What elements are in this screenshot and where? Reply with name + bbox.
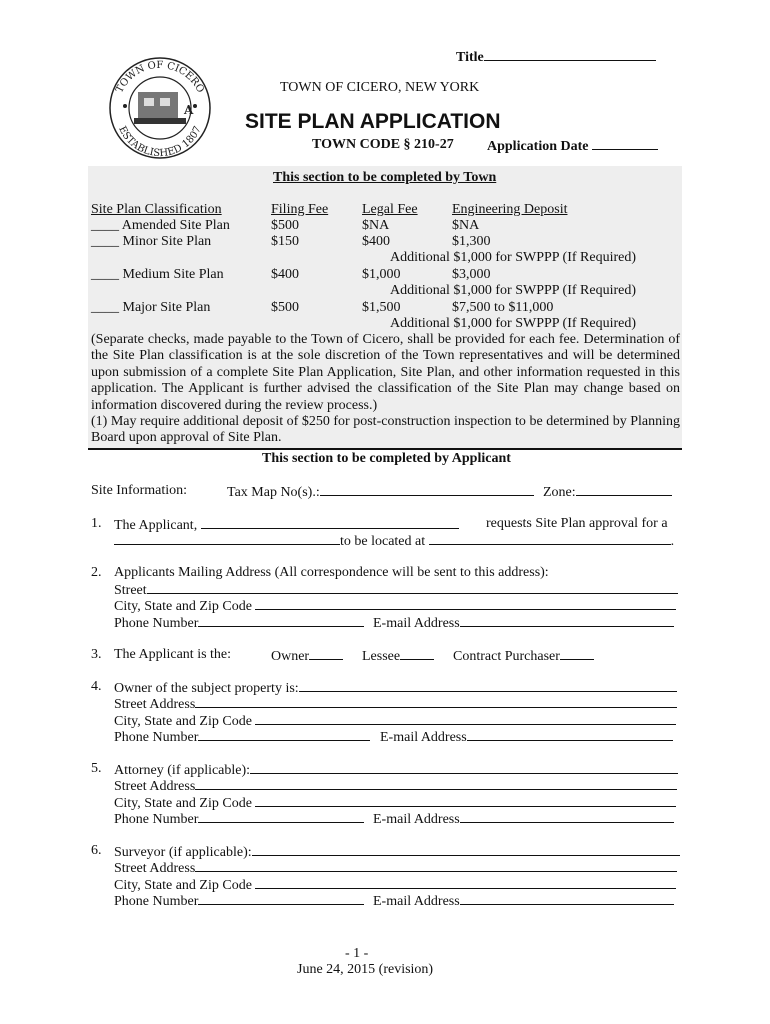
project-field[interactable] <box>114 532 674 550</box>
town-section-heading: This section to be completed by Town <box>273 170 497 185</box>
email-label: E-mail Address <box>373 616 460 631</box>
lessee-option[interactable] <box>362 647 434 665</box>
phone-field[interactable] <box>114 810 364 828</box>
site-info-label: Site Information: <box>91 483 188 498</box>
classification-name: Minor Site Plan <box>122 234 212 249</box>
col-classification: Site Plan Classification <box>91 202 222 217</box>
surveyor-heading: Surveyor (if applicable): <box>114 845 252 860</box>
street-label: Street Address <box>114 779 196 794</box>
legal-fee: $400 <box>362 234 390 249</box>
classification-name: Amended Site Plan <box>121 218 230 233</box>
town-seal-logo <box>104 56 216 160</box>
title-field[interactable] <box>456 48 656 66</box>
phone-label: Phone Number <box>114 730 199 745</box>
filing-fee: $150 <box>271 234 299 249</box>
email-label: E-mail Address <box>380 730 467 745</box>
filing-fee: $400 <box>271 267 299 282</box>
classification-row[interactable] <box>91 300 210 316</box>
item1-period: . <box>670 534 675 549</box>
classification-row[interactable] <box>91 267 224 283</box>
owner-label: Owner <box>271 649 310 664</box>
classification-row[interactable] <box>91 218 230 234</box>
applicant-label: The Applicant, <box>114 518 198 533</box>
classification-blank[interactable]: ____ <box>91 234 119 249</box>
inspection-footnote: (1) May require additional deposit of $250 for post-construction inspection to be determined by Planning Board upon approval of Site Plan. <box>91 414 680 446</box>
located-at-label: to be located at <box>340 534 426 549</box>
item-number: 1. <box>91 516 102 531</box>
phone-label: Phone Number <box>114 616 199 631</box>
application-date-label: Application Date <box>487 139 589 154</box>
city-state-zip-label: City, State and Zip Code <box>114 796 252 811</box>
classification-name: Medium Site Plan <box>122 267 224 282</box>
applicant-is-label: The Applicant is the: <box>114 647 232 662</box>
section-divider <box>88 448 682 450</box>
seal-top-text: TOWN OF CICERO <box>114 59 206 95</box>
phone-field[interactable] <box>114 614 364 632</box>
revision-date: June 24, 2015 (revision) <box>297 962 434 977</box>
city-state-zip-label: City, State and Zip Code <box>114 878 252 893</box>
engineering-deposit: $NA <box>452 218 480 233</box>
classification-name: Major Site Plan <box>122 300 211 315</box>
engineering-deposit: $3,000 <box>452 267 491 282</box>
seal-bottom-text: ESTABLISHED 1807 <box>116 124 204 160</box>
contract-purchaser-label: Contract Purchaser <box>453 649 560 664</box>
lessee-label: Lessee <box>362 649 401 664</box>
classification-blank[interactable]: ____ <box>91 218 119 233</box>
item-number: 6. <box>91 843 102 858</box>
phone-label: Phone Number <box>114 894 199 909</box>
legal-fee: $1,000 <box>362 267 401 282</box>
col-legal-fee: Legal Fee <box>362 202 418 217</box>
filing-fee: $500 <box>271 218 299 233</box>
col-filing-fee: Filing Fee <box>271 202 329 217</box>
email-field[interactable] <box>380 728 673 746</box>
svg-text:ESTABLISHED 1807 <box>116 125 204 160</box>
tax-map-field[interactable] <box>227 483 534 501</box>
street-field[interactable] <box>114 777 677 795</box>
owner-option[interactable] <box>271 647 343 665</box>
swppp-note: Additional $1,000 for SWPPP (If Required) <box>390 283 637 298</box>
email-field[interactable] <box>373 810 674 828</box>
phone-field[interactable] <box>114 892 364 910</box>
zone-field[interactable] <box>543 483 672 501</box>
street-label: Street Address <box>114 861 196 876</box>
item-number: 5. <box>91 761 102 776</box>
town-code: TOWN CODE § 210-27 <box>312 137 454 152</box>
street-field[interactable] <box>114 859 677 877</box>
street-label: Street <box>114 583 147 598</box>
page-number: - 1 - <box>345 946 369 961</box>
legal-fee: $NA <box>362 218 390 233</box>
attorney-heading: Attorney (if applicable): <box>114 763 251 778</box>
city-state-zip-field[interactable] <box>114 597 676 615</box>
street-field[interactable] <box>114 695 677 713</box>
seal-letter: A <box>184 103 194 117</box>
email-field[interactable] <box>373 614 674 632</box>
swppp-note: Additional $1,000 for SWPPP (If Required) <box>390 316 637 331</box>
owner-heading: Owner of the subject property is: <box>114 681 299 696</box>
item-number: 3. <box>91 647 102 662</box>
page-title: SITE PLAN APPLICATION <box>245 110 501 133</box>
engineering-deposit: $7,500 to $11,000 <box>452 300 554 315</box>
phone-label: Phone Number <box>114 812 199 827</box>
email-label: E-mail Address <box>373 894 460 909</box>
legal-fee: $1,500 <box>362 300 401 315</box>
item-number: 2. <box>91 565 102 580</box>
email-field[interactable] <box>373 892 674 910</box>
engineering-deposit: $1,300 <box>452 234 491 249</box>
classification-blank[interactable]: ____ <box>91 267 119 282</box>
classification-paragraph: (Separate checks, made payable to the Town of Cicero, shall be provided for each fee. Determination of the Site Plan classification is at the sole discretion of the Town representatives and will be determined upon submission of a complete Site Plan Application, Site Plan, and other information requested in this application. The Applicant is further advised the classification of the Site Plan may change based on information discovered during the review process.) <box>91 332 680 413</box>
town-name: TOWN OF CICERO, NEW YORK <box>280 80 480 95</box>
mailing-address-heading: Applicants Mailing Address (All correspondence will be sent to this address): <box>114 565 549 580</box>
title-label: Title <box>456 50 484 65</box>
col-engineering-deposit: Engineering Deposit <box>452 202 568 217</box>
application-date-field[interactable] <box>487 137 658 155</box>
tax-map-label: Tax Map No(s).: <box>227 485 320 500</box>
classification-row[interactable] <box>91 234 211 250</box>
phone-field[interactable] <box>114 728 370 746</box>
email-label: E-mail Address <box>373 812 460 827</box>
city-state-zip-label: City, State and Zip Code <box>114 599 252 614</box>
applicant-section-heading: This section to be completed by Applicant <box>262 451 511 466</box>
street-label: Street Address <box>114 697 196 712</box>
requests-approval-text: requests Site Plan approval for a <box>486 516 668 531</box>
filing-fee: $500 <box>271 300 299 315</box>
zone-label: Zone: <box>543 485 576 500</box>
classification-blank[interactable]: ____ <box>91 300 119 315</box>
swppp-note: Additional $1,000 for SWPPP (If Required) <box>390 250 637 265</box>
city-state-zip-label: City, State and Zip Code <box>114 714 252 729</box>
item-number: 4. <box>91 679 102 694</box>
contract-purchaser-option[interactable] <box>453 647 594 665</box>
